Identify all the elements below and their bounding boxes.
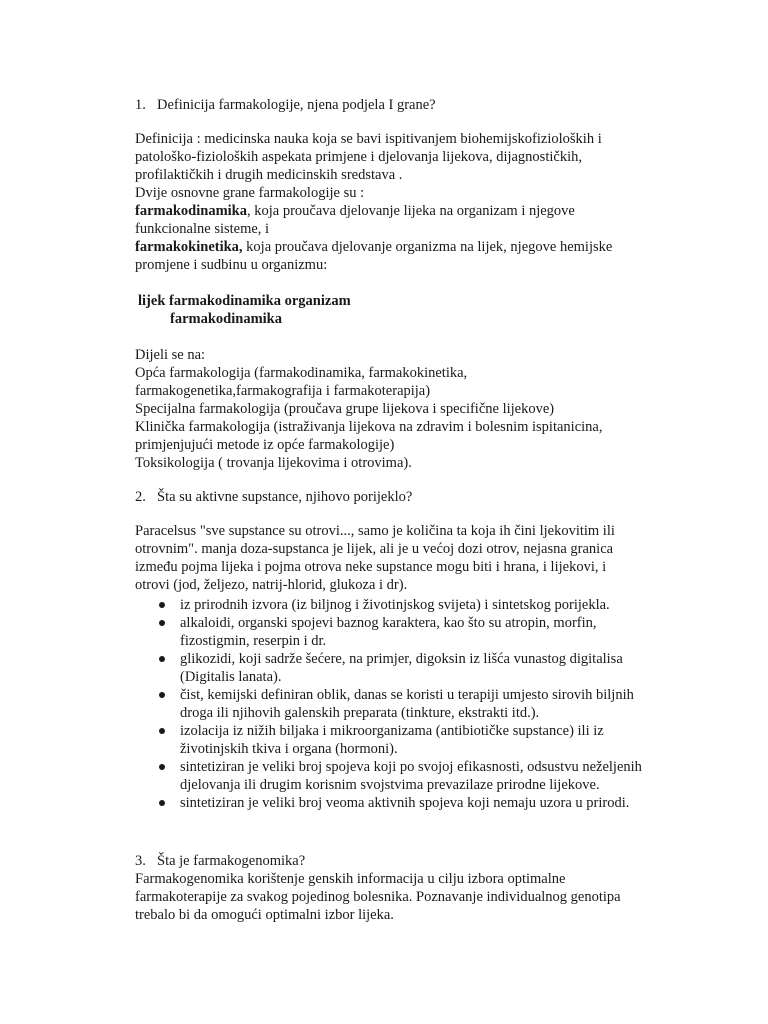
section-2-number: 2. — [135, 489, 146, 505]
branches-intro: Dvije osnovne grane farmakologije su : — [135, 185, 365, 201]
diagram-line-1: lijek farmakodinamika organizam — [138, 293, 351, 309]
pharmacokinetics-text: koja proučava djelovanje organizma na lijek, njegove hemijske promjene i sudbinu u organizmu: — [135, 239, 613, 273]
section-3-heading — [135, 852, 655, 870]
list-item: sintetiziran je veliki broj spojeva koji po svojoj efikasnosti, odsustvu neželjenih djelovanja ili drugim korisnim svojstvima prevazilaze prirodne lijekove. — [135, 758, 655, 794]
list-item: izolacija iz nižih biljaka i mikroorganizama (antibiotičke supstance) ili iz životinjskih tkiva i organa (hormoni). — [135, 722, 655, 758]
section-2-intro: Paracelsus "sve supstance su otrovi..., samo je količina ta koja ih čini ljekovitim ili otrovnim". manja doza-supstanca je lijek, ali je u većoj dozi otrov, nejasna granica između pojma lijeka i pojma otrova neke supstance mogu biti i hrana, i lijekovi, i otrovi (jod, željezo, natrij-hlorid, glukoza i dr). — [135, 523, 615, 593]
section-2-title: Šta su aktivne supstance, njihovo porijeklo? — [157, 489, 413, 505]
pharmacodynamics-paragraph — [135, 202, 635, 238]
list-item: čist, kemijski definiran oblik, danas se koristi u terapiji umjesto sirovih biljnih droga ili njihovih galenskih preparata (tinkture, ekstrakti itd.). — [135, 686, 655, 722]
section-1-body — [135, 130, 635, 274]
section-1-number: 1. — [135, 97, 146, 113]
pharmacodynamics-term: farmakodinamika — [135, 203, 247, 219]
definition-paragraph: Definicija : medicinska nauka koja se bavi ispitivanjem biohemijskofizioloških i patološko-fizioloških aspekata primjene i djelovanja lijekova, dijagnostičkih, profilaktičkih i drugih medicinskih sredstava . — [135, 131, 602, 183]
list-item: alkaloidi, organski spojevi baznog karaktera, kao što su atropin, morfin, fizostigmin, reserpin i dr. — [135, 614, 655, 650]
pharmacokinetics-paragraph — [135, 238, 635, 274]
section-1-title: Definicija farmakologije, njena podjela I grane? — [157, 97, 436, 113]
sources-list — [135, 596, 655, 812]
division-item: Specijalna farmakologija (proučava grupe lijekova i specifične lijekove) — [135, 401, 555, 417]
division-item: Opća farmakologija (farmakodinamika, farmakokinetika, farmakogenetika,farmakografija i farmakoterapija) — [135, 365, 468, 399]
diagram-line-2: farmakodinamika — [170, 311, 282, 327]
section-1-heading — [135, 96, 655, 114]
pharmacokinetics-term: farmakokinetika, — [135, 239, 243, 255]
list-item: sintetiziran je veliki broj veoma aktivnih spojeva koji nemaju uzora u prirodi. — [135, 794, 655, 812]
section-2-heading — [135, 488, 655, 506]
division-item: Klinička farmakologija (istraživanja lijekova na zdravim i bolesnim ispitanicina, primjenjujući metode iz opće farmakologije) — [135, 419, 603, 453]
division-item: Toksikologija ( trovanja lijekovima i otrovima). — [135, 455, 412, 471]
divisions-block — [135, 346, 635, 472]
section-3-body: Farmakogenomika korištenje genskih informacija u cilju izbora optimalne farmakoterapije za svakog pojedinog bolesnika. Poznavanje individualnog genotipa trebalo bi da omogući optimalni izbor lijeka. — [135, 871, 621, 923]
section-3-title: Šta je farmakogenomika? — [157, 853, 306, 869]
pharmacodynamics-text: , koja proučava djelovanje lijeka na organizam i njegove funkcionalne sisteme, i — [135, 203, 575, 237]
list-item: glikozidi, koji sadrže šećere, na primjer, digoksin iz lišća vunastog digitalisa (Digitalis lanata). — [135, 650, 655, 686]
divisions-label: Dijeli se na: — [135, 347, 206, 363]
section-3-number: 3. — [135, 853, 146, 869]
list-item: iz prirodnih izvora (iz biljnog i životinjskog svijeta) i sintetskog porijekla. — [135, 596, 655, 614]
